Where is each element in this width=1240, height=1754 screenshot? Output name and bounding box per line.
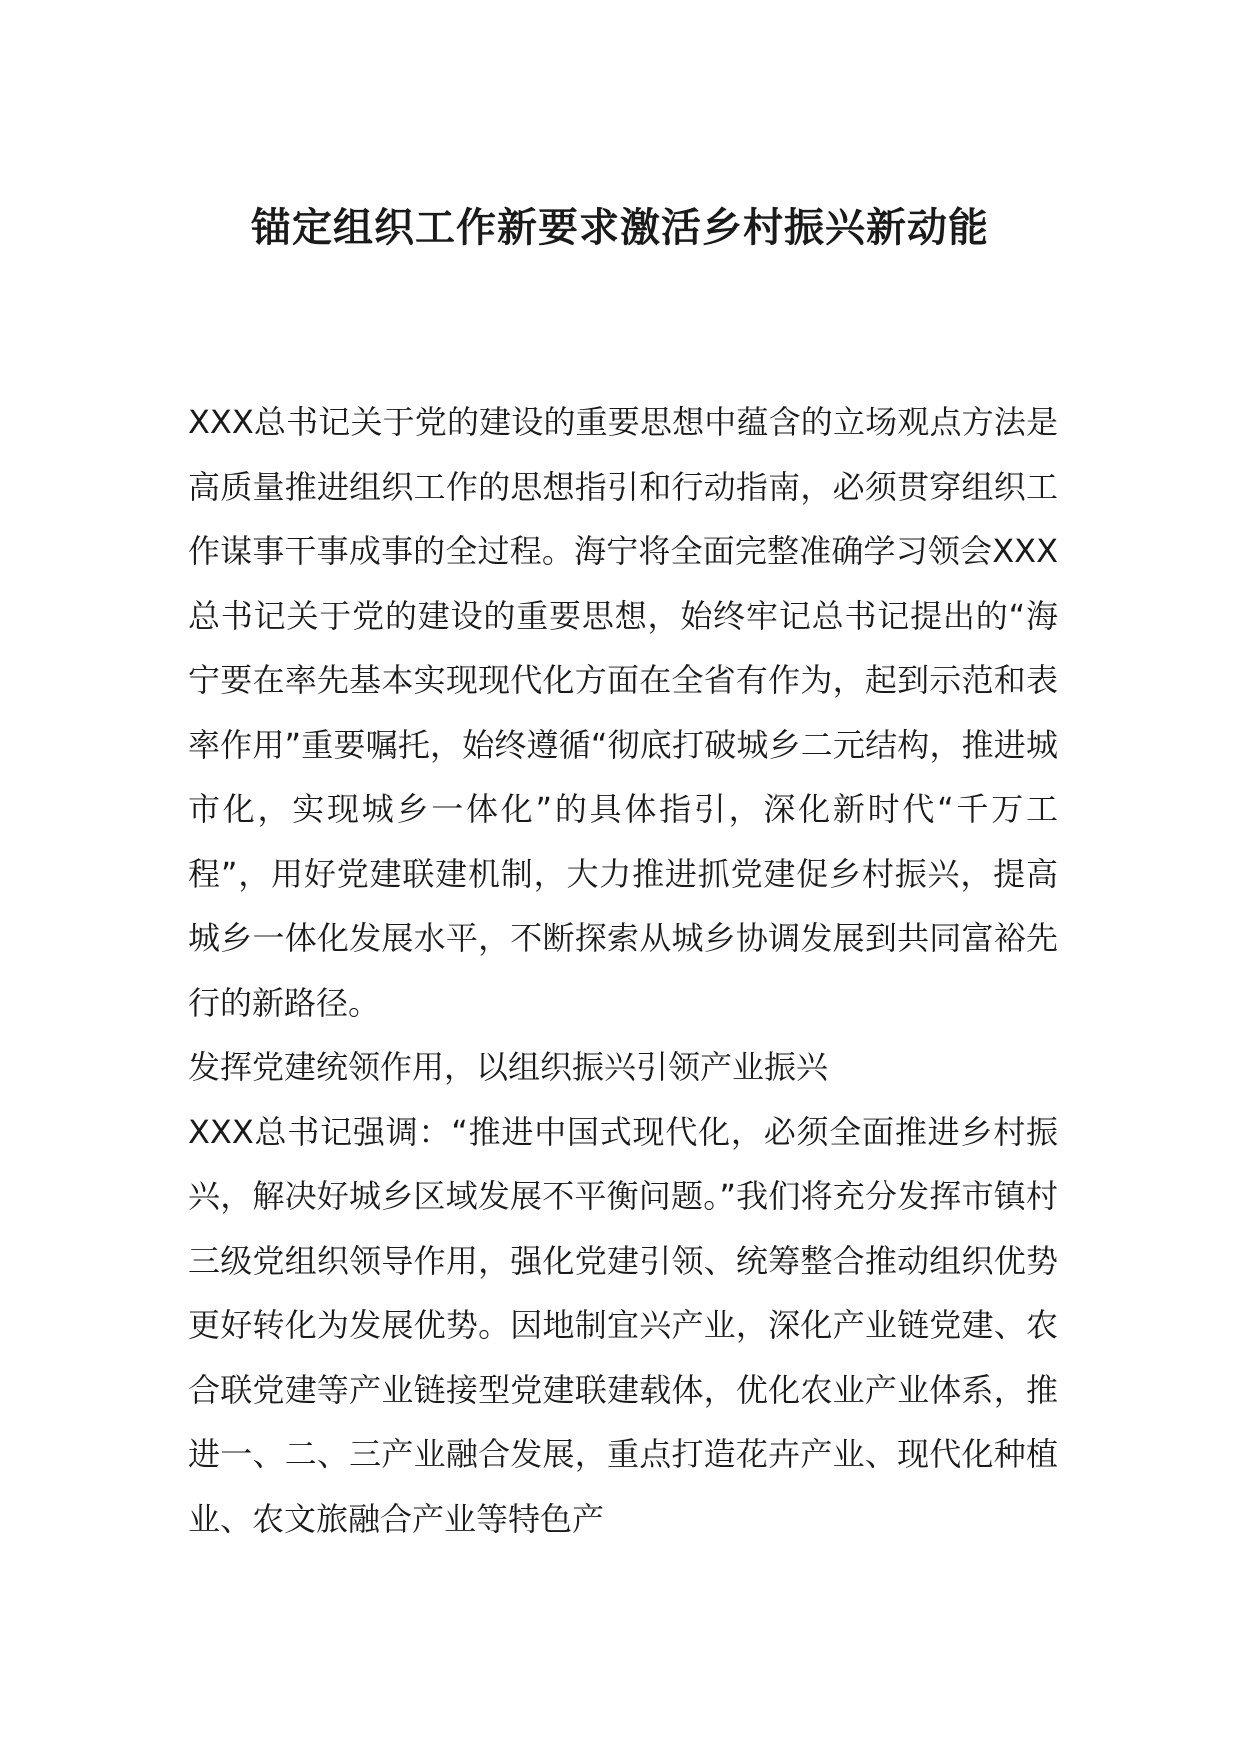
document-title: 锚定组织工作新要求激活乡村振兴新动能 bbox=[251, 205, 989, 251]
document-body bbox=[188, 390, 1058, 1551]
section-paragraph: XXX总书记强调：“推进中国式现代化，必须全面推进乡村振兴，解决好城乡区域发展不平衡问题。”我们将充分发挥市镇村三级党组织领导作用，强化党建引领、统筹整合推动组织优势更好转化为发展优势。因地制宜兴产业，深化产业链党建、农合联党建等产业链接型党建联建载体，优化农业产业体系，推进一、二、三产业融合发展，重点打造花卉产业、现代化种植业、农文旅融合产业等特色产 bbox=[188, 1112, 1058, 1538]
intro-paragraph: XXX总书记关于党的建设的重要思想中蕴含的立场观点方法是高质量推进组织工作的思想指引和行动指南，必须贯穿组织工作谋事干事成事的全过程。海宁将全面完整准确学习领会XXX总书记关于党的建设的重要思想，始终牢记总书记提出的“海宁要在率先基本实现现代化方面在全省有作为，起到示范和表率作用”重要嘱托，始终遵循“彻底打破城乡二元结构，推进城市化，实现城乡一体化”的具体指引，深化新时代“千万工程”，用好党建联建机制，大力推进抓党建促乡村振兴，提高城乡一体化发展水平，不断探索从城乡协调发展到共同富裕先行的新路径。 bbox=[188, 403, 1058, 1022]
section-heading: 发挥党建统领作用，以组织振兴引领产业振兴 bbox=[188, 1048, 829, 1086]
